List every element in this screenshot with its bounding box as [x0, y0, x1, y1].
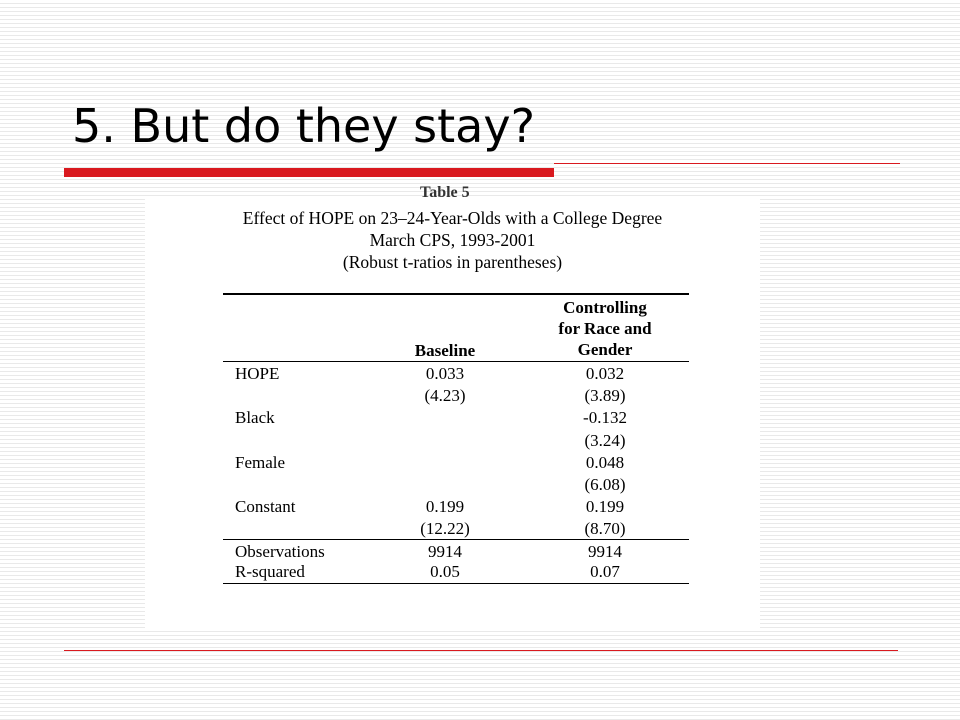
controls-value: (6.08): [584, 475, 626, 494]
table-top-rule: [223, 293, 689, 295]
controls-value: -0.132: [583, 408, 627, 428]
table-row: [145, 452, 760, 474]
baseline-value: 0.05: [430, 562, 460, 581]
baseline-value: 0.199: [425, 497, 465, 517]
table-row: [145, 518, 760, 540]
column-header-controls-line: Controlling: [563, 298, 647, 317]
table-row: [145, 496, 760, 518]
controls-value: (3.24): [584, 430, 626, 450]
baseline-value: 9914: [428, 542, 462, 561]
table-row: [145, 407, 760, 429]
table-row: [145, 385, 760, 407]
table-header-rule: [223, 361, 689, 362]
table-bottom-rule: [223, 583, 689, 584]
column-header-controls-line: for Race and: [558, 319, 652, 338]
row-label: Female: [235, 452, 286, 472]
table-row: [145, 363, 760, 385]
regression-table: [145, 184, 760, 629]
baseline-value: 0.033: [425, 364, 465, 383]
table-row: [145, 430, 760, 452]
baseline-value: (4.23): [424, 386, 466, 406]
column-header-controls: [525, 297, 685, 360]
controls-value: (3.89): [584, 386, 626, 406]
footer-accent-line: [64, 650, 898, 651]
row-label: R-squared: [235, 562, 305, 581]
table-caption-note: (Robust t-ratios in parentheses): [342, 252, 563, 272]
controls-value: 0.048: [585, 452, 625, 472]
row-label: Black: [235, 408, 275, 428]
row-label: Constant: [235, 497, 296, 517]
table-row: [145, 474, 760, 496]
table-summary-rule: [223, 539, 689, 540]
table-row: [145, 541, 760, 563]
controls-value: (8.70): [584, 519, 626, 539]
table-number-heading: Table 5: [420, 184, 470, 201]
column-header-baseline: Baseline: [414, 341, 476, 360]
baseline-value: (12.22): [420, 519, 470, 539]
slide-title: 5. But do they stay?: [72, 99, 536, 153]
controls-value: 0.07: [590, 562, 620, 581]
table-caption-sample: March CPS, 1993-2001: [369, 230, 536, 250]
title-accent-line: [554, 163, 900, 164]
controls-value: 0.032: [585, 364, 625, 383]
table-row: [145, 561, 760, 583]
table-caption-title: Effect of HOPE on 23–24-Year-Olds with a College Degree: [242, 208, 663, 228]
title-accent-bar: [64, 168, 554, 177]
controls-value: 9914: [588, 542, 622, 561]
row-label: HOPE: [235, 364, 280, 383]
controls-value: 0.199: [585, 497, 625, 517]
row-label: Observations: [235, 542, 325, 561]
column-header-controls-line: Gender: [577, 340, 633, 359]
